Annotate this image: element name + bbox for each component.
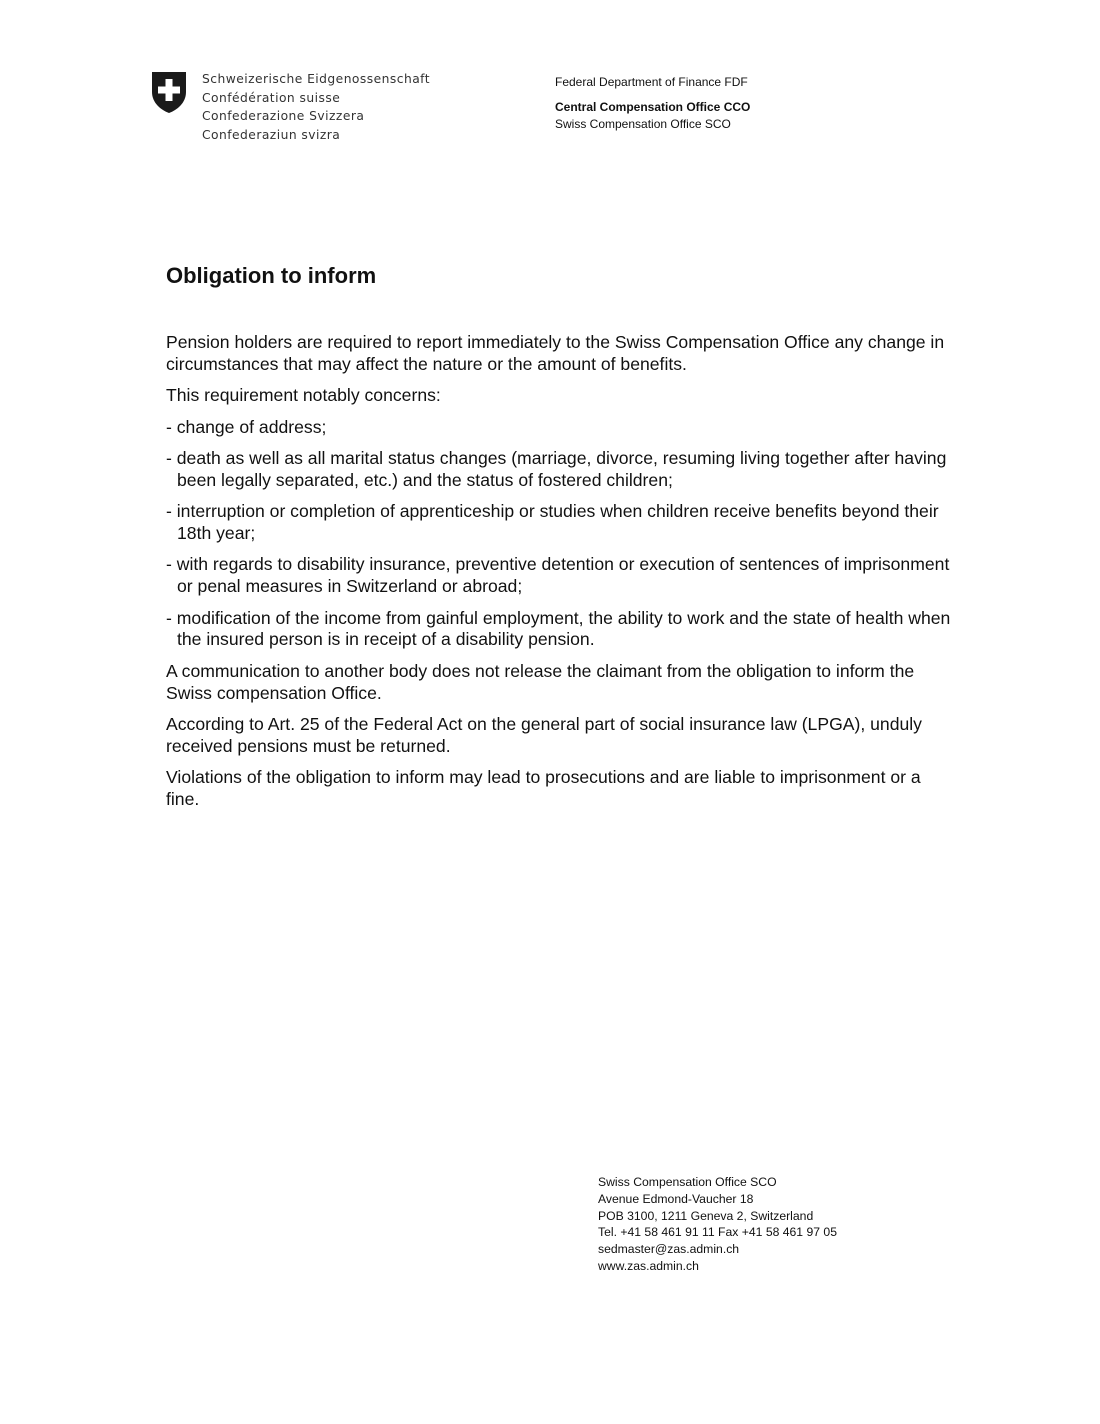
confederation-names bbox=[202, 70, 430, 144]
list-item: - modification of the income from gainful employment, the ability to work and the state of health when the insured person is in receipt of a disability pension. bbox=[166, 607, 951, 650]
footer-street: Avenue Edmond-Vaucher 18 bbox=[598, 1191, 754, 1206]
swiss-shield-icon bbox=[150, 70, 188, 119]
footer-email: sedmaster@zas.admin.ch bbox=[598, 1242, 740, 1257]
office-name: Central Compensation Office CCO bbox=[555, 100, 751, 114]
communication-paragraph: A communication to another body does not release the claimant from the obligation to inform the Swiss compensation Office. bbox=[166, 660, 915, 703]
page-title: Obligation to inform bbox=[166, 263, 377, 288]
footer-postbox: POB 3100, 1211 Geneva 2, Switzerland bbox=[598, 1208, 814, 1223]
violations-paragraph: Violations of the obligation to inform may lead to prosecutions and are liable to imprisonment or a fine. bbox=[166, 767, 921, 809]
department-name: Federal Department of Finance FDF bbox=[555, 75, 748, 89]
confederation-name-de: Schweizerische Eidgenossenschaft bbox=[202, 72, 431, 86]
list-item: - with regards to disability insurance, preventive detention or execution of sentences of imprisonment or penal measures in Switzerland or abroad; bbox=[166, 554, 950, 597]
list-intro: This requirement notably concerns: bbox=[166, 385, 441, 406]
list-item: - death as well as all marital status changes (marriage, divorce, resuming living together after having been legally separated, etc.) and the status of fostered children; bbox=[166, 447, 947, 490]
confederation-name-it: Confederazione Svizzera bbox=[202, 109, 365, 123]
footer-phone-fax: Tel. +41 58 461 91 11 Fax +41 58 461 97 05 bbox=[598, 1225, 837, 1240]
footer-office: Swiss Compensation Office SCO bbox=[598, 1175, 777, 1189]
sub-office-name: Swiss Compensation Office SCO bbox=[555, 117, 731, 131]
document-body bbox=[166, 332, 956, 820]
confederation-name-fr: Confédération suisse bbox=[202, 90, 341, 105]
list-item: - interruption or completion of apprenticeship or studies when children receive benefits beyond their 18th year; bbox=[166, 501, 939, 543]
footer-address bbox=[598, 1174, 837, 1275]
intro-paragraph: Pension holders are required to report immediately to the Swiss Compensation Office any change in circumstances that may affect the nature or the amount of benefits. bbox=[166, 332, 945, 374]
confederation-name-rm: Confederaziun svizra bbox=[202, 127, 341, 142]
department-block bbox=[555, 74, 750, 133]
lpga-paragraph: According to Art. 25 of the Federal Act on the general part of social insurance law (LPGA), unduly received pensions must be returned. bbox=[166, 713, 922, 756]
list-item: - change of address; bbox=[166, 416, 327, 437]
footer-website: www.zas.admin.ch bbox=[598, 1258, 699, 1273]
